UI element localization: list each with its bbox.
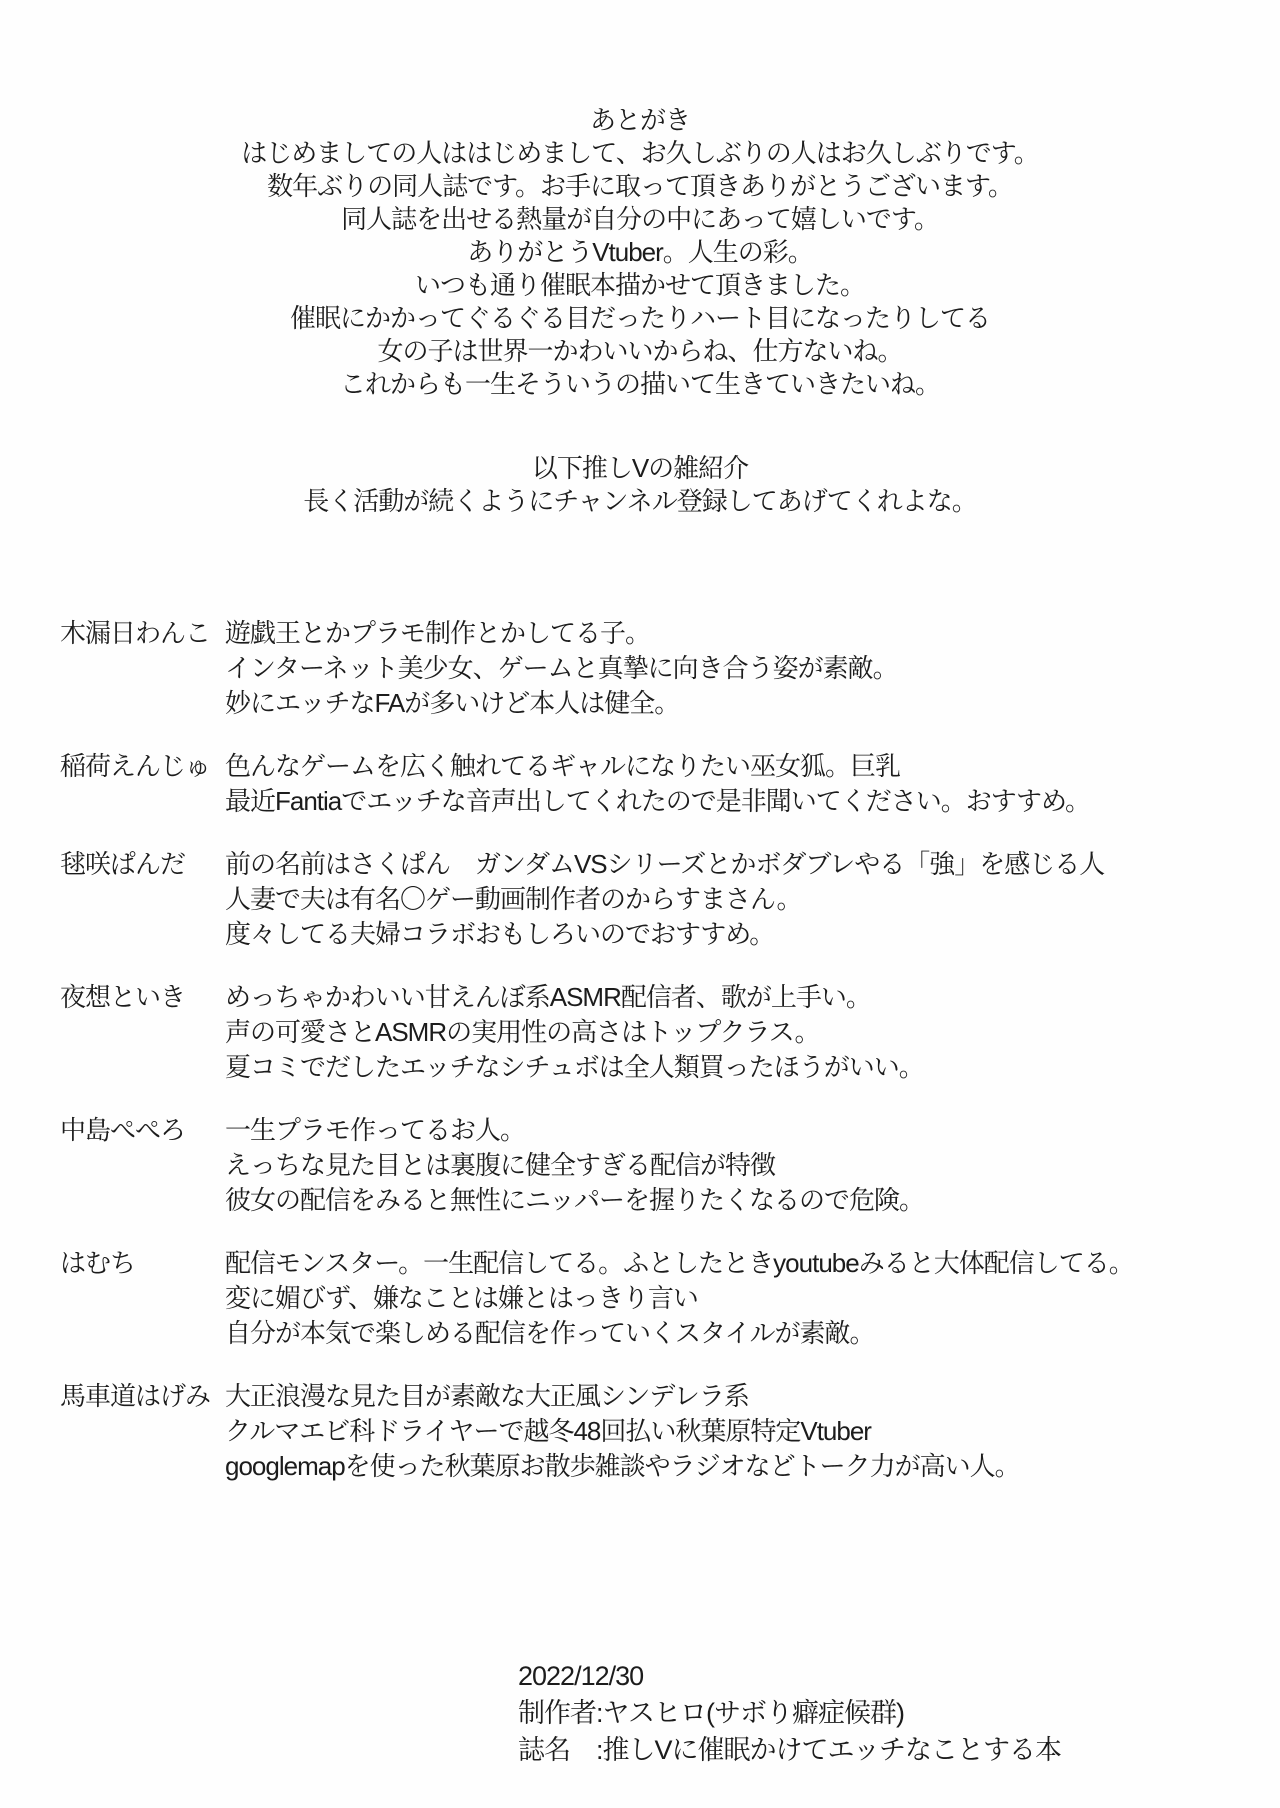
section-heading: 以下推しVの雑紹介 [531,453,749,483]
vtuber-name: 稲荷えんじゅ [60,751,211,781]
intro-line: 女の子は世界一かわいいからね、仕方ないね。 [377,336,903,366]
vtuber-name: 馬車道はげみ [60,1381,211,1411]
description-line: 配信モンスター。一生配信してる。ふとしたときyoutubeみると大体配信してる。 [225,1248,1134,1278]
intro-line: 同人誌を出せる熱量が自分の中にあって嬉しいです。 [341,204,939,234]
creator-credit: 制作者:ヤスヒロ(サボり癖症候群) [518,1698,904,1728]
intro-line: 催眠にかかってぐるぐる目だったりハート目になったりしてる [289,303,990,333]
description-line: 人妻で夫は有名〇ゲー動画制作者のからすまさん。 [225,884,802,914]
description-line: 夏コミでだしたエッチなシチュボは全人類買ったほうがいい。 [225,1052,924,1082]
description-line: 彼女の配信をみると無性にニッパーを握りたくなるので危険。 [225,1185,924,1215]
vtuber-name: はむち [60,1248,136,1278]
description-line: めっちゃかわいい甘えんぼ系ASMR配信者、歌が上手い。 [225,982,871,1012]
vtuber-description [225,980,1250,1085]
vtuber-name: 毬咲ぱんだ [60,849,186,879]
vtuber-entry [60,980,1250,1085]
vtuber-name: 木漏日わんこ [60,618,211,648]
description-line: 自分が本気で楽しめる配信を作っていくスタイルが素敵。 [225,1318,875,1348]
intro-line: いつも通り催眠本描かせて頂きました。 [414,270,865,300]
intro-line: これからも一生そういうの描いて生きていきたいね。 [339,369,940,399]
description-line: クルマエビ科ドライヤーで越冬48回払い秋葉原特定Vtuber [225,1416,871,1446]
vtuber-description [225,616,1250,721]
intro-line: ありがとうVtuber。人生の彩。 [467,237,813,267]
description-line: googlemapを使った秋葉原お散歩雑談やラジオなどトーク力が高い人。 [225,1451,1020,1481]
vtuber-description [225,749,1250,819]
description-line: 変に媚びず、嫌なことは嫌とはっきり言い [225,1283,698,1313]
credits-footer [518,1658,1061,1769]
vtuber-description [225,1379,1250,1484]
section-subheading: 長く活動が続くようにチャンネル登録してあげてくれよな。 [303,486,977,516]
description-line: 妙にエッチなFAが多いけど本人は健全。 [225,688,680,718]
description-line: 前の名前はさくぱん ガンダムVSシリーズとかボダブレやる「強」を感じる人 [225,849,1105,879]
intro-section [0,104,1280,401]
description-line: 度々してる夫婦コラボおもしろいのでおすすめ。 [225,919,775,949]
description-line: 遊戯王とかプラモ制作とかしてる子。 [225,618,651,648]
vtuber-entry [60,1379,1250,1484]
vtuber-intro-section-header [0,452,1280,518]
vtuber-entry [60,616,1250,721]
description-line: 最近Fantiaでエッチな音声出してくれたので是非聞いてください。おすすめ。 [225,786,1090,816]
vtuber-description [225,847,1250,952]
vtuber-entry [60,749,1250,819]
vtuber-entry [60,1246,1250,1351]
book-title: 誌名 :推しVに催眠かけてエッチなことする本 [518,1735,1061,1765]
intro-line: はじめましての人ははじめまして、お久しぶりの人はお久しぶりです。 [241,138,1039,168]
vtuber-name: 中島ぺぺろ [60,1115,186,1145]
description-line: インターネット美少女、ゲームと真摯に向き合う姿が素敵。 [225,653,898,683]
description-line: 色んなゲームを広く触れてるギャルになりたい巫女狐。巨乳 [225,751,901,781]
description-line: 大正浪漫な見た目が素敵な大正風シンデレラ系 [225,1381,749,1411]
vtuber-entry [60,847,1250,952]
page-title: あとがき [589,105,690,135]
description-line: 一生プラモ作ってるお人。 [225,1115,526,1145]
intro-line: 数年ぶりの同人誌です。お手に取って頂きありがとうございます。 [267,171,1013,201]
vtuber-list [60,616,1250,1512]
vtuber-name: 夜想といき [60,982,186,1012]
vtuber-description [225,1246,1250,1351]
publication-date: 2022/12/30 [518,1661,644,1691]
vtuber-description [225,1113,1250,1218]
vtuber-entry [60,1113,1250,1218]
description-line: 声の可愛さとASMRの実用性の高さはトップクラス。 [225,1017,820,1047]
description-line: えっちな見た目とは裏腹に健全すぎる配信が特徴 [225,1150,776,1180]
